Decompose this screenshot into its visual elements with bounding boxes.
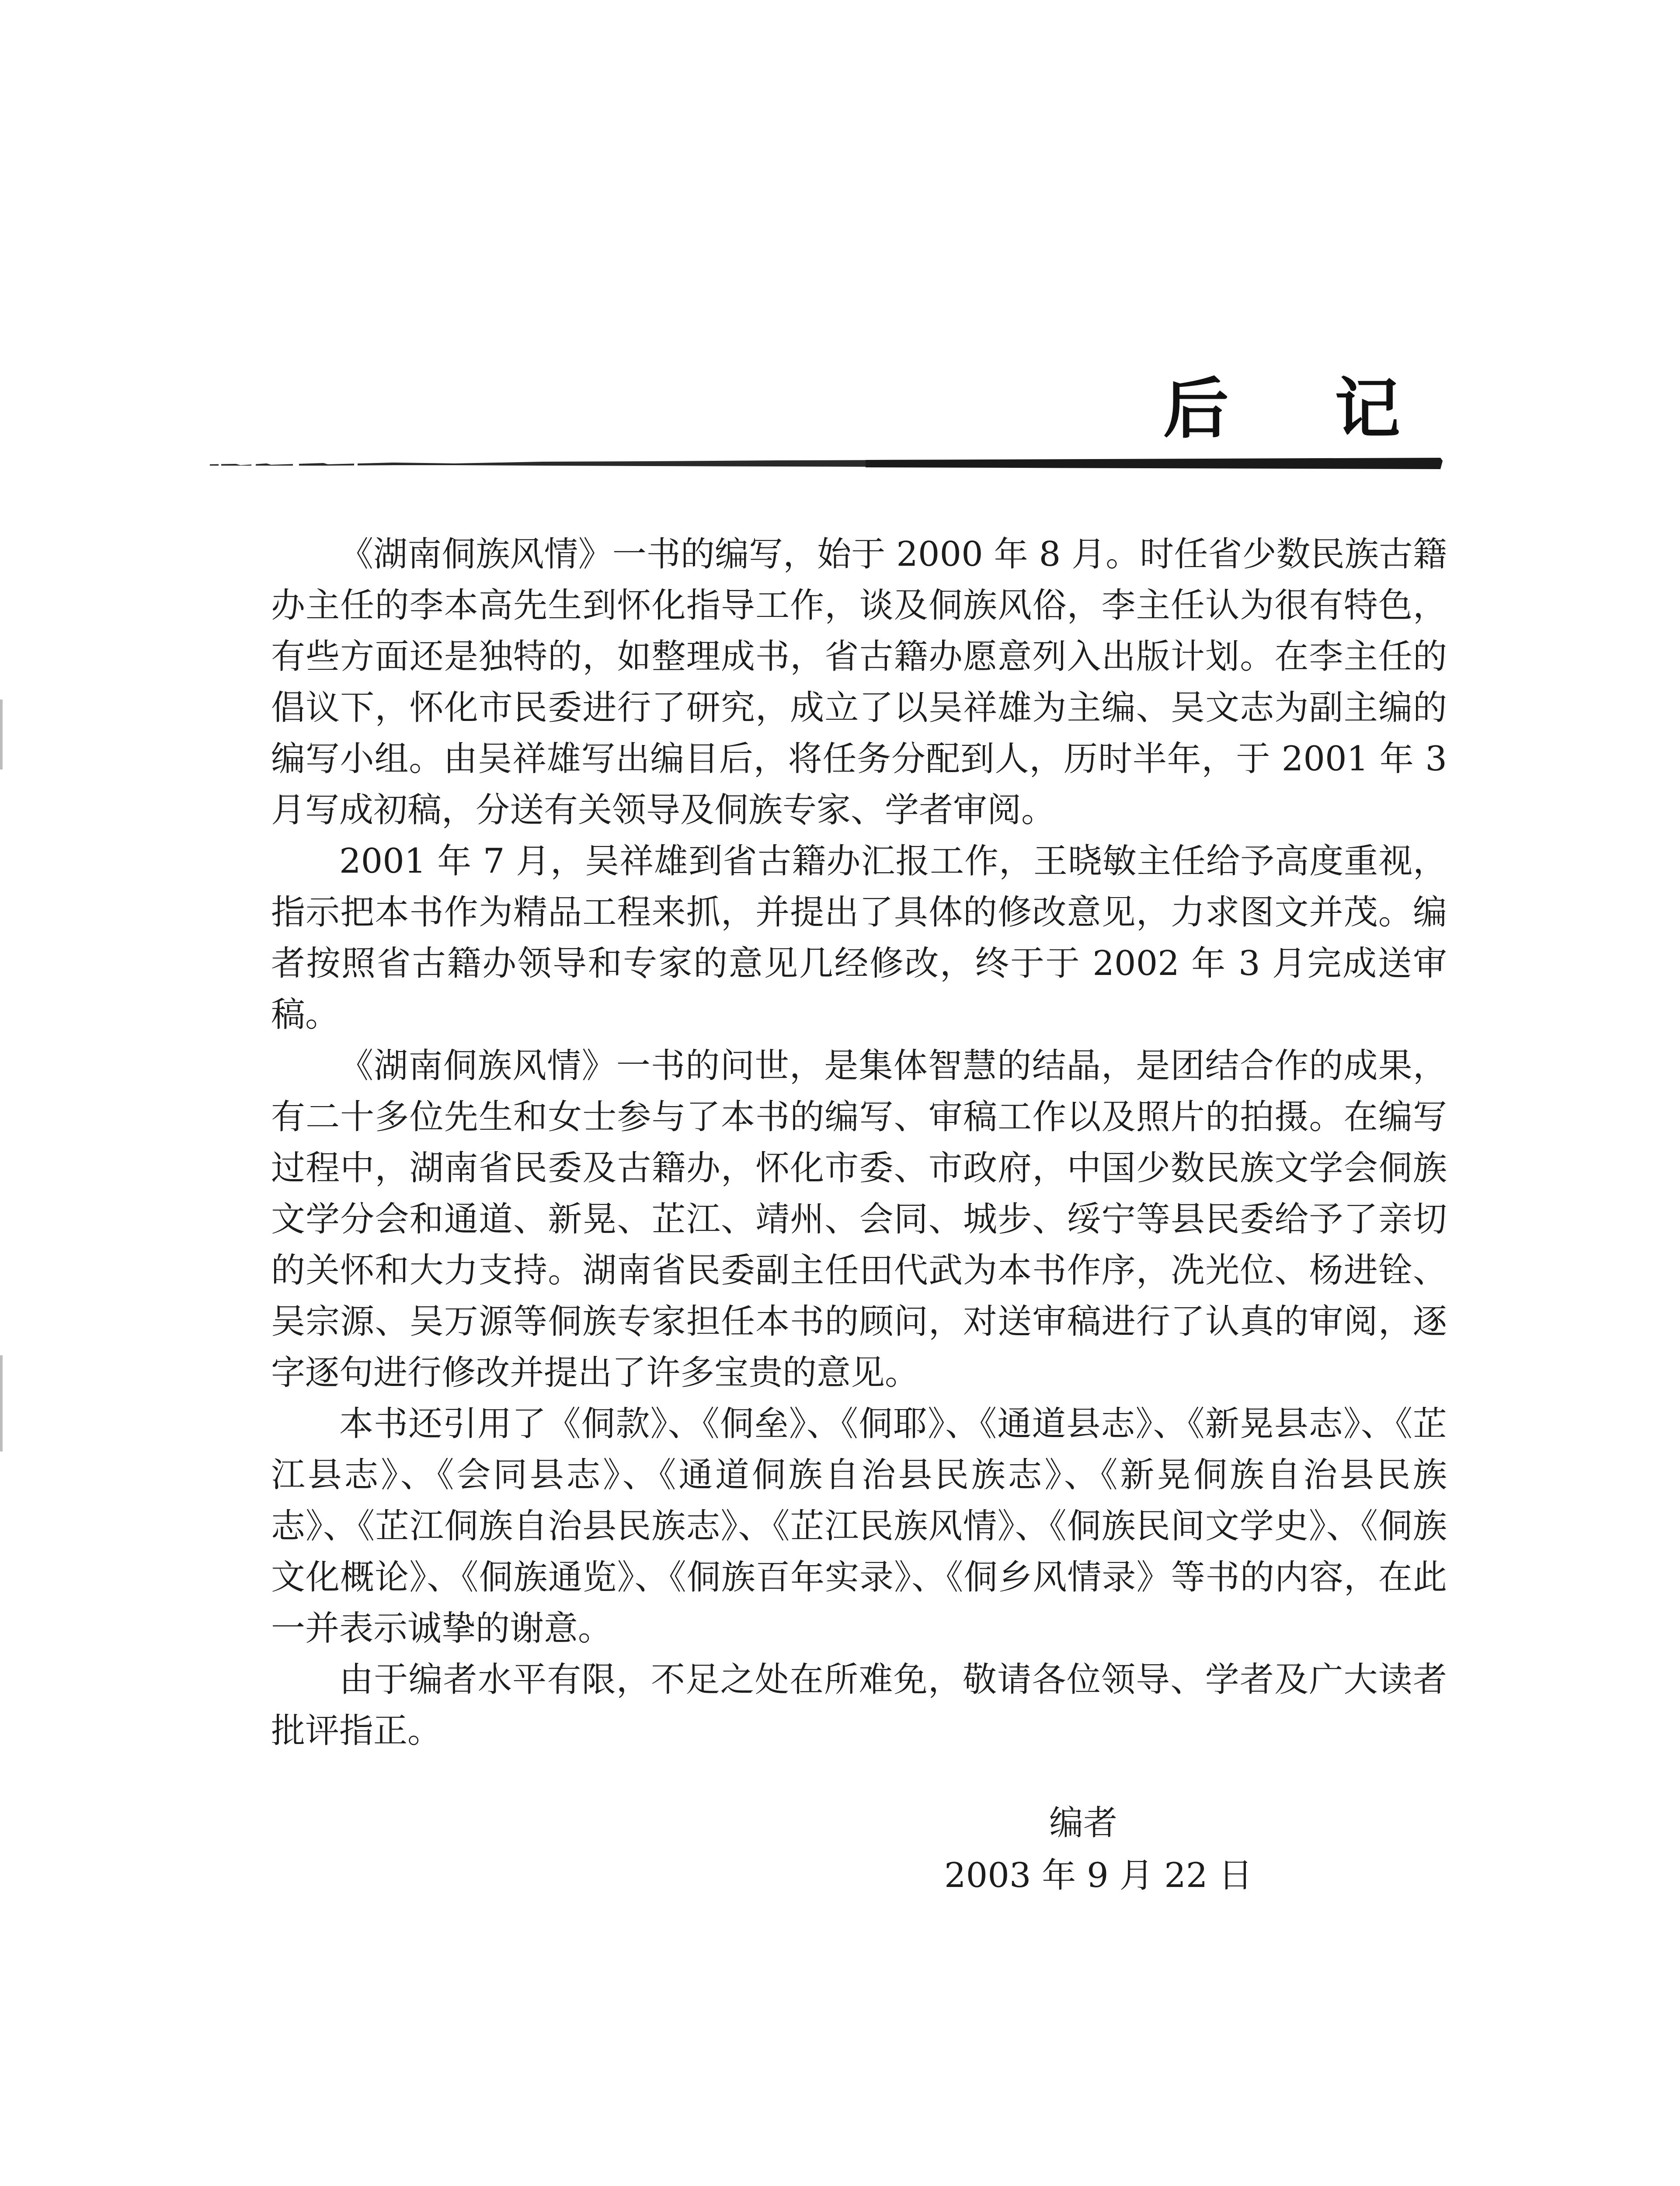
- paragraph: 《湖南侗族风情》一书的问世，是集体智慧的结晶，是团结合作的成果，有二十多位先生和女士参与了本书的编写、审稿工作以及照片的拍摄。在编写过程中，湖南省民委及古籍办，怀化市委、市政府，中国少数民族文学会侗族文学分会和通道、新晃、芷江、靖州、会同、城步、绥宁等县民委给予了亲切的关怀和大力支持。湖南省民委副主任田代武为本书作序，冼光位、杨进铨、吴宗源、吴万源等侗族专家担任本书的顾问，对送审稿进行了认真的审阅，逐字逐句进行修改并提出了许多宝贵的意见。: [271, 1046, 1447, 1392]
- signoff-date: 2003 年 9 月 22 日: [944, 1856, 1253, 1895]
- body-text: [271, 529, 1447, 1757]
- paragraph: 《湖南侗族风情》一书的编写，始于 2000 年 8 月。时任省少数民族古籍办主任的李本高先生到怀化指导工作，谈及侗族风俗，李主任认为很有特色，有些方面还是独特的，如整理成书，省古籍办愿意列入出版计划。在李主任的倡议下，怀化市民委进行了研究，成立了以吴祥雄为主编、吴文志为副主编的编写小组。由吴祥雄写出编目后，将任务分配到人，历时半年，于 2001 年 3 月写成初稿，分送有关领导及侗族专家、学者审阅。: [271, 535, 1447, 830]
- scan-edge-mark: [0, 700, 3, 769]
- signoff: [944, 1797, 1338, 1902]
- page-title: 后 记: [1163, 370, 1442, 447]
- signoff-editor: 编者: [1049, 1803, 1118, 1843]
- brush-stroke-divider: [210, 455, 1443, 472]
- scan-edge-mark: [0, 1355, 3, 1452]
- paragraph: 2001 年 7 月，吴祥雄到省古籍办汇报工作，王晓敏主任给予高度重视，指示把本书作为精品工程来抓，并提出了具体的修改意见，力求图文并茂。编者按照省古籍办领导和专家的意见几经修改，终于于 2002 年 3 月完成送审稿。: [271, 842, 1447, 1034]
- paragraph: 由于编者水平有限，不足之处在所难免，敬请各位领导、学者及广大读者批评指正。: [271, 1660, 1447, 1751]
- paragraph: 本书还引用了《侗款》、《侗垒》、《侗耶》、《通道县志》、《新晃县志》、《芷江县志》、《会同县志》、《通道侗族自治县民族志》、《新晃侗族自治县民族志》、《芷江侗族自治县民族志》、《芷江民族风情》、《侗族民间文学史》、《侗族文化概论》、《侗族通览》、《侗族百年实录》、《侗乡风情录》等书的内容，在此一并表示诚挚的谢意。: [271, 1404, 1447, 1648]
